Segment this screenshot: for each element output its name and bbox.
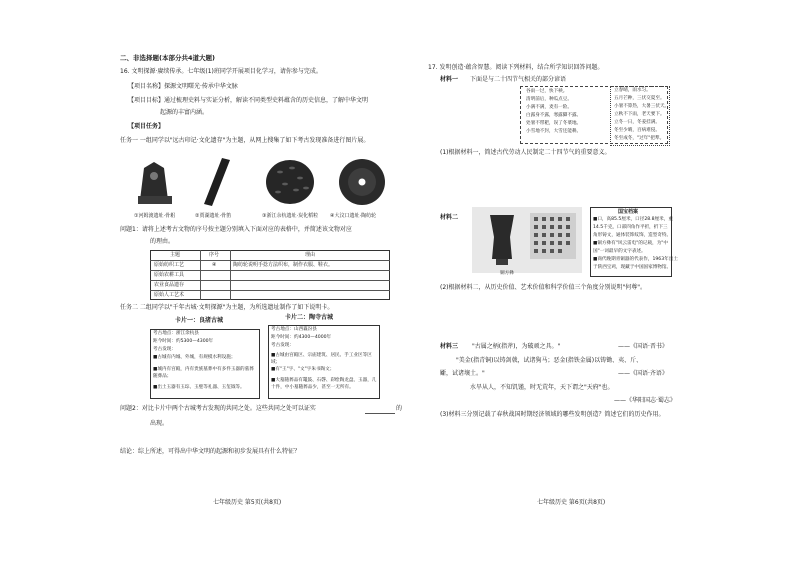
- card1-title: 卡片一：良渚古城: [175, 317, 224, 324]
- proverb: 冬至成冬，"过年"把犁。: [614, 136, 665, 141]
- question-2-suffix: 的: [396, 405, 403, 412]
- proverb: 处暑不带耙，误了冬菜地。: [526, 121, 582, 126]
- project-goal-line2: 起源的丰富内涵。: [160, 109, 209, 116]
- card2-line: 考古地点：山西襄汾县: [271, 327, 317, 332]
- archive-line: 角形铸文，通体装饰纹饰，造型奇特。: [593, 233, 672, 238]
- caption-1: ①河姆渡遗址·骨耜: [134, 213, 176, 219]
- card1-line: ■出土玉器有玉琮、玉璧等礼器、玉玺钺等。: [153, 385, 245, 390]
- proverb: 立冬一日，冬姜挂满。: [614, 120, 660, 125]
- proverb: 冬至少晴，百病难侵。: [614, 128, 660, 133]
- caption-4: ④大汶口遗址·陶纺轮: [330, 213, 377, 219]
- task2-text: 任务二 二组同学以"千年古城·文明探源"为主题，为所选遗址制作了如下说明卡。: [120, 304, 334, 311]
- project-task-label: 【项目任务】: [128, 123, 165, 130]
- proverb: 小雪地不封，大雪还能耕。: [526, 129, 582, 134]
- question-2: 问题2：对比卡片中两个古城考古发现的共同之处。这些共同之处可以证实: [120, 405, 316, 412]
- material-1-label: 材料一: [440, 76, 459, 83]
- table-row-theme: 原始农耕工具: [154, 272, 185, 278]
- material-1-intro: 下面是与二十四节气相关的部分谚语: [470, 76, 567, 83]
- archive-line: 于陕西宝鸡，现藏于中国国家博物馆。: [593, 265, 672, 270]
- proverb: 谷雨一过，快下秧。: [526, 89, 568, 94]
- material-3-source2: ——《国语·齐语》: [618, 370, 668, 377]
- material-3-quote2: "美金(指青铜)以铸剑戟，试诸狗马；恶金(指铁金属)以铸锄、夷、斤、: [456, 357, 643, 364]
- proverb: 白露身不露，寒露脚不露。: [526, 113, 582, 118]
- proverb: 小暑不算热，大暑三伏天。: [614, 104, 670, 109]
- left-page-footer: 七年级历史 第5页(共8页): [213, 499, 282, 506]
- carbonized-rice-image: [266, 160, 314, 204]
- bone-plough-image: [138, 162, 172, 204]
- proverb: 清明前后，种瓜点豆。: [526, 97, 572, 102]
- card1-line: 考古发现：: [153, 347, 176, 352]
- table-row-reason: 陶纺轮说明手捻方法织布，制作衣服、鞋衣。: [233, 262, 334, 268]
- archive-line: 14.5千克，口部四角作平折，折下三: [593, 225, 668, 230]
- task1-text: 任务一 一组同学以"远古印记·文化遗存"为主题，从网上搜集了如下考古发现准备进行图片展。: [120, 137, 370, 144]
- conclusion-question: 结论：综上所述，可得出中华文明的起源和初步发展具有什么特征？: [120, 448, 301, 455]
- question-2-cont: 出现。: [150, 420, 169, 427]
- card2-line: ■古城由宫殿区、宗庙建筑、居民、手工业区等区域；: [271, 353, 372, 366]
- table-row-number: ④: [212, 262, 217, 268]
- right-page-footer: 七年级历史 第6页(共8页): [537, 499, 606, 506]
- card2-line: ■有"王"字、"文"字朱书陶文；: [271, 367, 335, 372]
- answer-blank: [365, 413, 395, 414]
- card2-line: 考古发现：: [271, 343, 294, 348]
- table-header-theme: 主题: [170, 252, 181, 258]
- project-name: 【项目名称】探源文明曙光·传承中华文脉: [128, 83, 238, 90]
- archive-line: ■商代晚期青铜器的代表作，1963年出土: [593, 257, 678, 262]
- table-row-theme: 原始纺织工艺: [154, 262, 185, 268]
- material-3-quote3: 水旱从人，不知饥馑，时无荒年，天下谓之"天府"也。: [470, 384, 614, 391]
- table-row-theme: 原始人工艺术: [154, 292, 185, 298]
- material-3-source3: ——《华阳国志·蜀志》: [614, 397, 676, 404]
- q17-stem: 17. 发明创造·蕴含智慧。阅读下列材料，结合所学知识回答问题。: [428, 64, 604, 71]
- q17-part2: (2)根据材料二，从历史价值、艺术价值和科学价值三个角度分别说明"何尊"。: [440, 284, 647, 291]
- material-3-quote1: "古属之柄(指斧)，为破顽之具。": [472, 343, 561, 350]
- card1-line: 考古地点：浙江余杭县: [153, 331, 199, 336]
- q17-part3: (3)材料三分别记载了春秋战国时期经济领域的哪些发明创造？简述它们的历史作用。: [440, 411, 665, 418]
- card1-line: ■古城有内城、外城，有规模水利设施；: [153, 355, 236, 360]
- caption-3: ③浙江余杭遗址·炭化稻粒: [262, 213, 319, 219]
- proverb: 立春晴，雨水匀。: [614, 88, 651, 93]
- bone-flute-image: [204, 158, 230, 206]
- archive-line: 国"一词最早的文字表述。: [593, 249, 646, 254]
- card2-title: 卡片二：陶寺古城: [285, 314, 334, 321]
- proverb: 五月芒种，三伏交夏至。: [614, 96, 665, 101]
- caption-2: ②贾湖遗址·骨笛: [195, 213, 232, 219]
- section-title: 二、非选择题(本部分共4道大题): [120, 54, 215, 62]
- museum-archive-title: 国宝档案: [618, 209, 639, 215]
- table-header-number: 序号: [209, 252, 220, 258]
- material-3-source1: ——《国语·晋书》: [618, 343, 668, 350]
- artifact-images: [130, 150, 410, 212]
- bronze-vessel-image: [472, 207, 582, 273]
- project-goal-line1: 【项目目标】通过梳理史料与实证分析，解读不同类型史料蕴含的历史信息，了解中华文明: [128, 97, 369, 104]
- image-caption: 铜方彝: [500, 271, 514, 276]
- card2-line: ■大墓随葬品有鼍鼓、石磬、彩绘陶龙盘、玉器，几十件，中小墓随葬品少，甚至一无所有。: [271, 378, 377, 391]
- card1-line: ■城内有宫殿，内有贵族墓葬中有多件玉器的墓葬随葬品；: [153, 367, 254, 380]
- proverb: 小满不满，麦有一险。: [526, 105, 572, 110]
- material-2-label: 材料二: [440, 214, 459, 221]
- table-header-reason: 理由: [305, 252, 316, 258]
- q17-part1: (1)根据材料一，简述古代劳动人民制定二十四节气的重要意义。: [440, 149, 611, 156]
- card2-line: 距今时间：约4300—4000年: [271, 335, 332, 340]
- proverb: 立秋不下雨，老天要下。: [614, 112, 665, 117]
- table-row-theme: 农业食品遗存: [154, 282, 185, 288]
- material-3-quote2-cont: 斸，试诸壤土。": [440, 370, 485, 377]
- card1-line: 距今时间：约5300—4300年: [153, 339, 214, 344]
- question-1: 问题1：请将上述考古文物的序号按主题分别填入下面对应的表格中，并简述该文物对应: [120, 226, 352, 233]
- archive-line: ■铜方彝有"风云雷电"的记载，为"中: [593, 241, 668, 246]
- spindle-whorl-image: [339, 159, 385, 205]
- material-3-label: 材料三: [440, 343, 459, 350]
- q16-stem: 16. 文明探源·赓续传承。七年级(1)班同学开展项目化学习，请你参与完成。: [120, 68, 322, 75]
- question-1-cont: 的理由。: [150, 238, 175, 245]
- archive-line: ■口，高85.5厘米，口径28.8厘米，重: [593, 217, 673, 222]
